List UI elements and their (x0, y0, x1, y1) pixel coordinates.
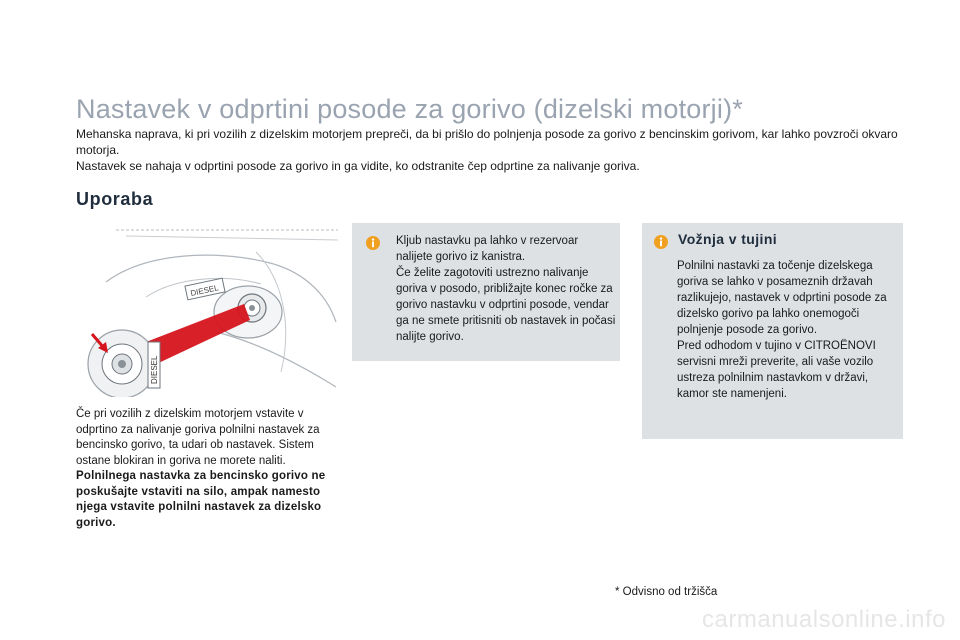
fuel-filler-illustration (86, 222, 338, 397)
info-box-abroad (642, 223, 903, 439)
diesel-label-large: DIESEL (150, 355, 159, 384)
diesel-label-small: DIESEL (189, 283, 220, 298)
usage-warning: Polnilnega nastavka za bencinsko gorivo ne poskušajte vstaviti na silo, ampak namesto njega vstavite polnilni nastavek za dizelsko gorivo. (76, 470, 326, 529)
section-title: Uporaba (76, 189, 154, 209)
info-box-canister (352, 223, 620, 361)
intro-text (76, 126, 906, 174)
info-box-canister-line-2: Če želite zagotoviti ustrezno nalivanje goriva v posodo, približajte konec ročke za gorivo nastavku v odprtini posode, vendar ga ne smete pritisniti ob nastavek in počasi nalijte gorivo. (396, 267, 616, 343)
info-box-canister-line-1: Kljub nastavku pa lahko v rezervoar nalijete gorivo iz kanistra. (396, 235, 579, 263)
intro-paragraph-2: Nastavek se nahaja v odprtini posode za gorivo in ga vidite, ko odstranite čep odprtine za nalivanje goriva. (76, 159, 640, 173)
info-box-abroad-heading: Vožnja v tujini (678, 231, 778, 247)
usage-text (76, 407, 338, 531)
fuel-filler-drawing (86, 222, 338, 397)
info-box-abroad-line-2: Pred odhodom v tujino v CITROËNOVI servisni mreži preverite, ali vaše vozilo ustreza polnilnim nastavkom v državi, kamor ste namenjeni. (677, 340, 876, 400)
footnote: * Odvisno od tržišča (615, 586, 718, 598)
intro-paragraph-1: Mehanska naprava, ki pri vozilih z dizelskim motorjem prepreči, da bi prišlo do polnjenja posode za gorivo z bencinskim gorivom, kar lahko povzroči okvaro motorja. (76, 127, 898, 157)
info-box-abroad-text (677, 258, 899, 402)
usage-paragraph: Če pri vozilih z dizelskim motorjem vstavite v odprtino za nalivanje goriva polnilni nastavek za bencinsko gorivo, ta udari ob nastavek. Sistem ostane blokiran in goriva ne morete naliti. (76, 408, 320, 467)
info-icon (366, 236, 380, 250)
info-box-abroad-line-1: Polnilni nastavki za točenje dizelskega goriva se lahko v posameznih državah razlikujejo, nastavek v odprtini posode za dizelsko gorivo pa lahko onemogoči polnjenje posode za gorivo. (677, 260, 887, 336)
page-title: Nastavek v odprtini posode za gorivo (dizelski motorji)* (76, 94, 743, 124)
watermark: carmanualsonline.info (702, 606, 946, 633)
info-icon (654, 235, 668, 249)
info-box-canister-text (396, 233, 616, 345)
